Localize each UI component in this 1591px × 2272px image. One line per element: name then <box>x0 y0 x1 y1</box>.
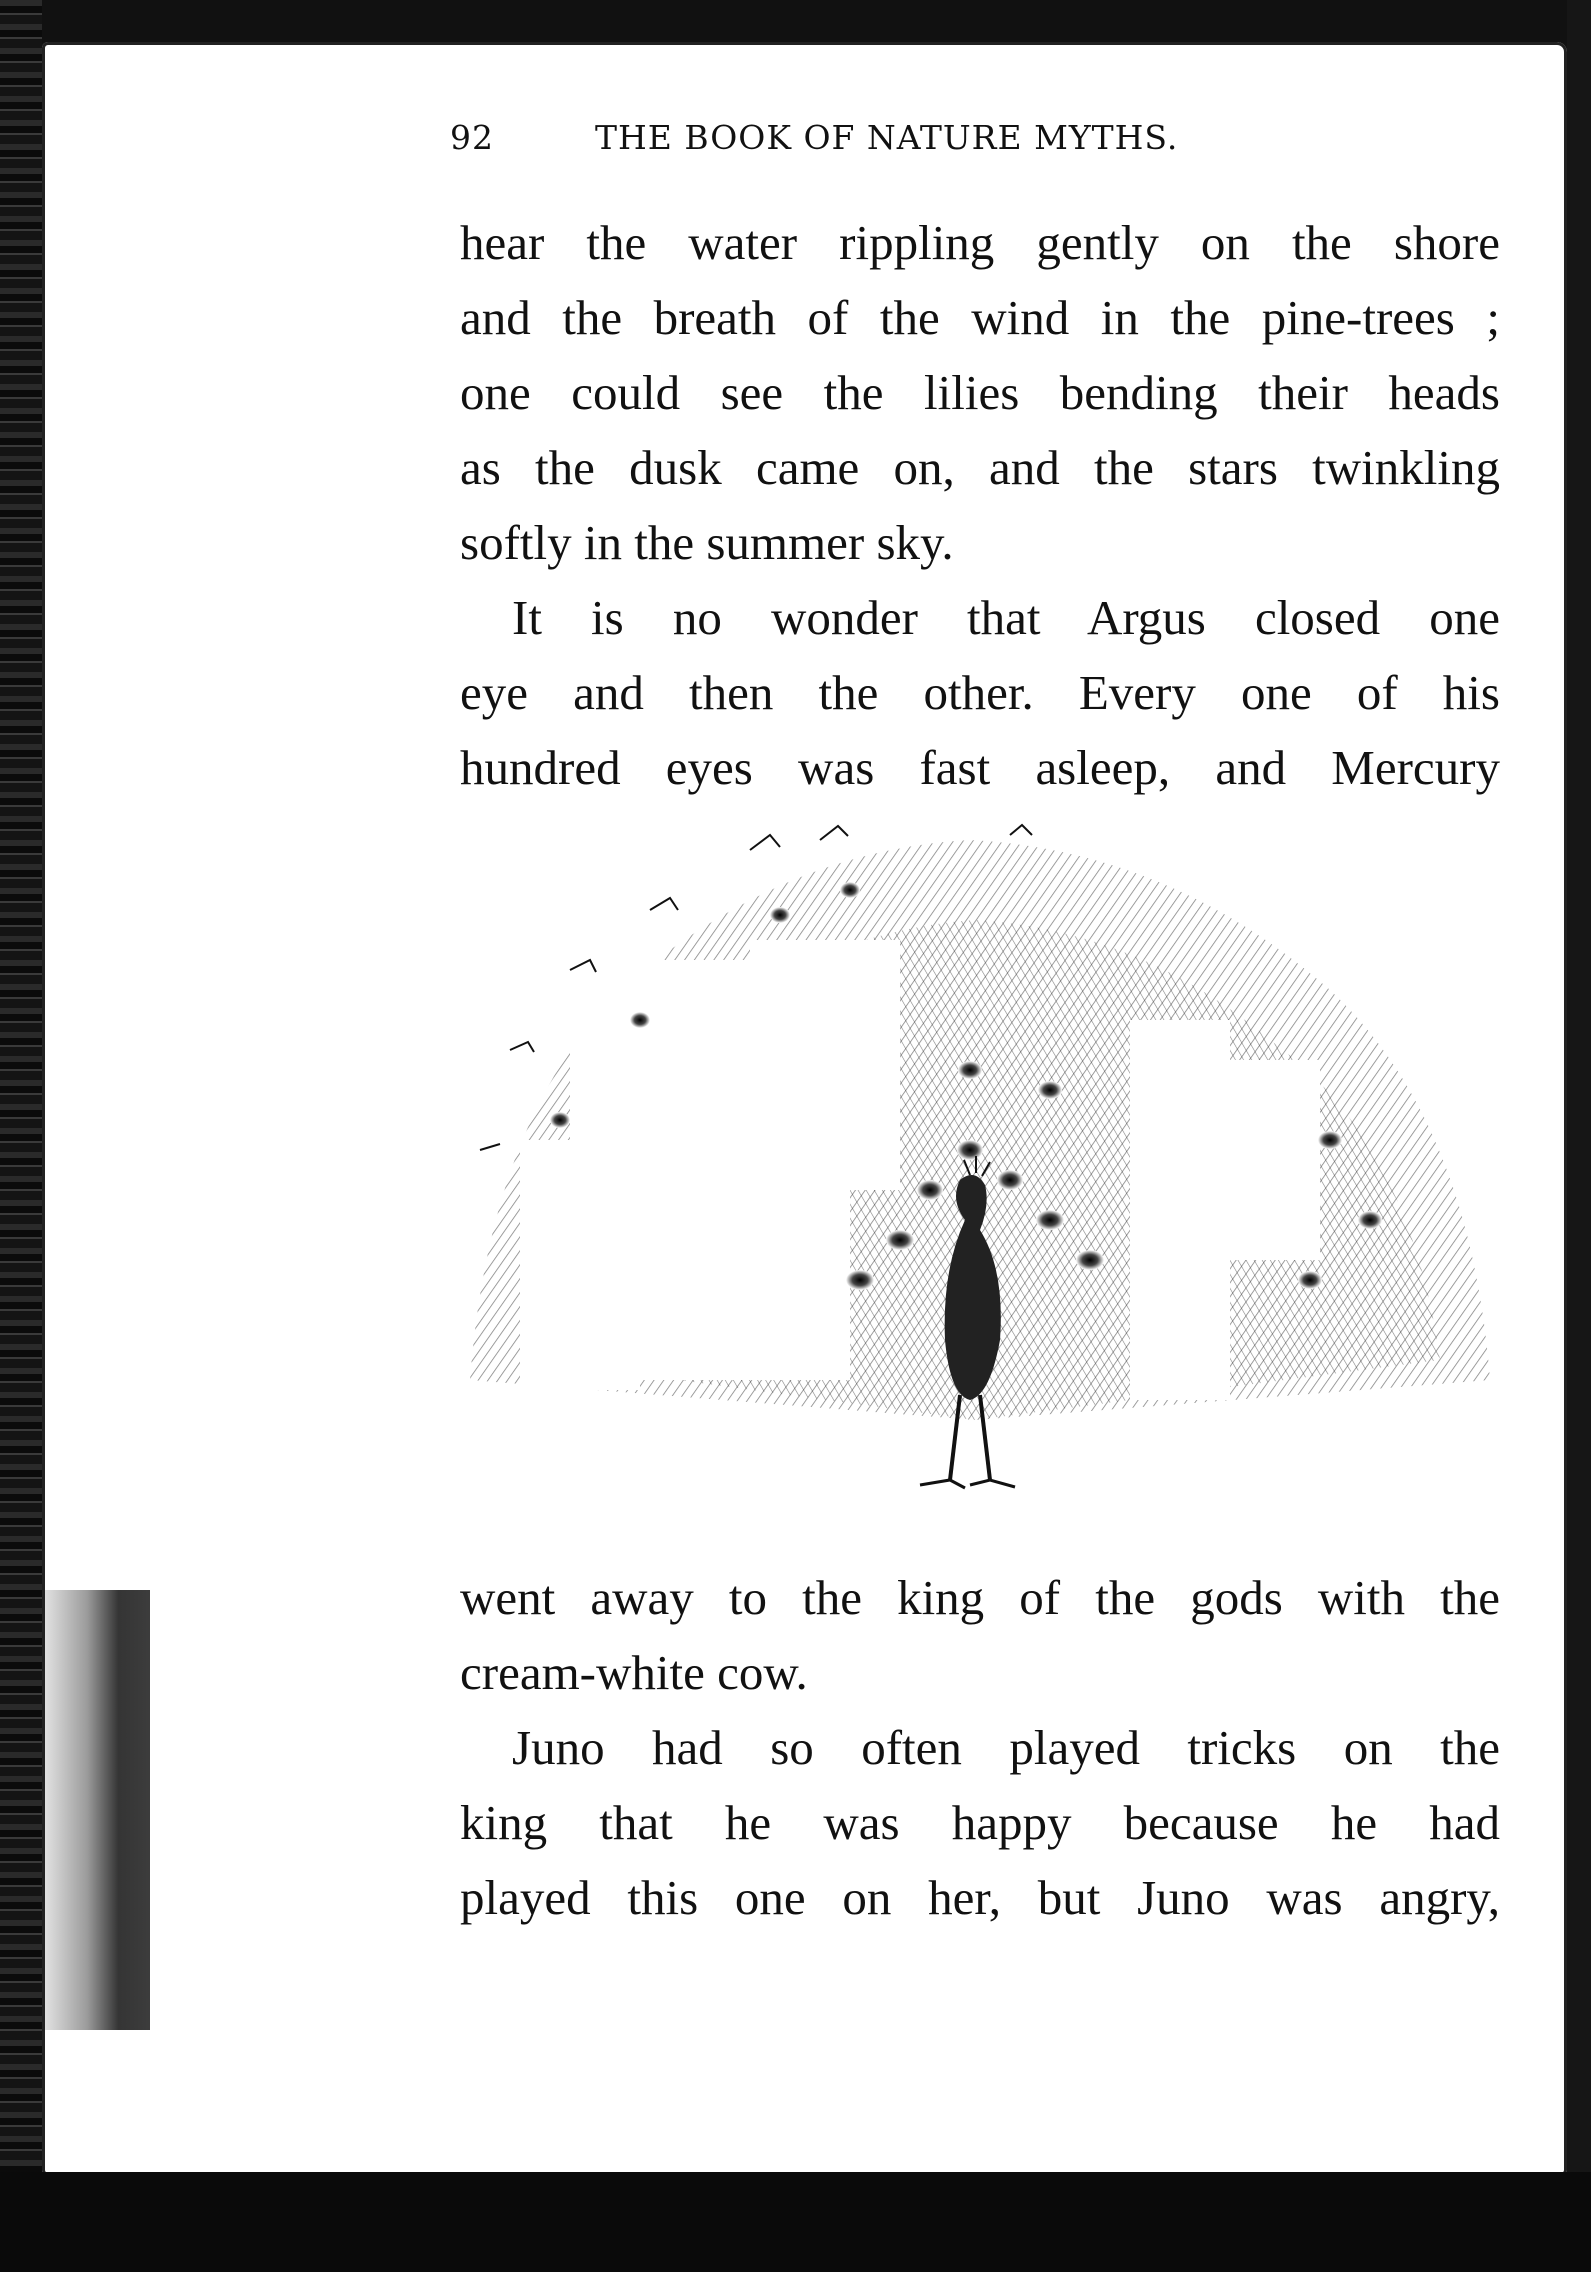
text-line: It is no wonder that Argus closed one <box>512 590 1500 645</box>
text-line: cream-white cow. <box>460 1645 808 1700</box>
peacock-illustration <box>450 820 1500 1540</box>
text-line: one could see the lilies bending their heads <box>460 365 1500 420</box>
peacock-engraving-svg <box>450 820 1500 1540</box>
text-line: king that he was happy because he had <box>460 1795 1500 1850</box>
right-page-edge <box>1567 0 1591 2272</box>
scan-bottom-edge <box>0 2172 1591 2272</box>
text-line: and the breath of the wind in the pine-trees ; <box>460 290 1500 345</box>
text-line: hear the water rippling gently on the shore <box>460 215 1500 270</box>
text-line: softly in the summer sky. <box>460 515 954 570</box>
running-title: THE BOOK OF NATURE MYTHS. <box>595 118 1179 157</box>
text-line: as the dusk came on, and the stars twinkling <box>460 440 1500 495</box>
running-head <box>450 118 1350 157</box>
text-line: played this one on her, but Juno was angry, <box>460 1870 1500 1925</box>
book-binding-edge <box>0 0 42 2272</box>
page-number: 92 <box>450 118 494 157</box>
text-line: hundred eyes was fast asleep, and Mercury <box>460 740 1500 795</box>
text-line: eye and then the other. Every one of his <box>460 665 1500 720</box>
page-edge-smudge <box>45 1590 150 2030</box>
text-line: went away to the king of the gods with the <box>460 1570 1500 1625</box>
text-line: Juno had so often played tricks on the <box>512 1720 1500 1775</box>
bottom-text-block <box>460 1560 1500 1935</box>
top-text-block <box>460 205 1500 805</box>
